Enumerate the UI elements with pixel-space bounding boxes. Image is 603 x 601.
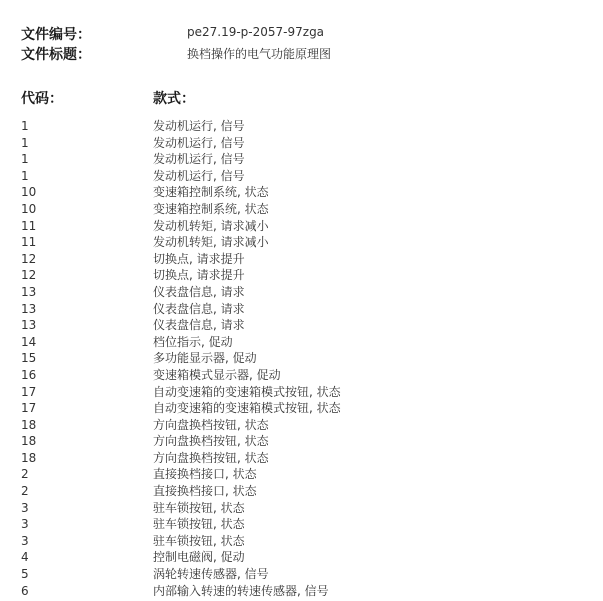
list-item bbox=[21, 267, 591, 284]
list-item bbox=[21, 251, 591, 268]
list-item bbox=[21, 549, 591, 566]
row-description: 方向盘换档按钮, 状态 bbox=[153, 434, 269, 449]
list-item bbox=[21, 135, 591, 152]
list-item bbox=[21, 201, 591, 218]
list-item bbox=[21, 234, 591, 251]
row-code: 17 bbox=[21, 384, 37, 399]
row-code: 14 bbox=[21, 334, 37, 349]
row-description: 内部输入转速的转速传感器, 信号 bbox=[153, 583, 329, 598]
list-item bbox=[21, 533, 591, 550]
list-item bbox=[21, 483, 591, 500]
row-code: 11 bbox=[21, 218, 37, 233]
row-description: 驻车锁按钮, 状态 bbox=[153, 500, 245, 515]
list-item bbox=[21, 400, 591, 417]
row-code: 2 bbox=[21, 467, 29, 482]
list-item bbox=[21, 301, 591, 318]
row-code: 2 bbox=[21, 484, 29, 499]
row-code: 13 bbox=[21, 284, 37, 299]
row-code: 13 bbox=[21, 301, 37, 316]
list-item bbox=[21, 433, 591, 450]
row-description: 变速箱模式显示器, 促动 bbox=[153, 367, 281, 382]
list-item bbox=[21, 284, 591, 301]
row-description: 直接换档接口, 状态 bbox=[153, 467, 257, 482]
row-description: 直接换档接口, 状态 bbox=[153, 484, 257, 499]
row-code: 1 bbox=[21, 119, 29, 133]
row-description: 自动变速箱的变速箱模式按钮, 状态 bbox=[153, 384, 341, 399]
row-code: 5 bbox=[21, 567, 29, 582]
row-description: 发动机运行, 信号 bbox=[153, 152, 245, 167]
list-item bbox=[21, 168, 591, 185]
row-code: 6 bbox=[21, 583, 29, 598]
row-description: 多功能显示器, 促动 bbox=[153, 351, 257, 366]
list-item bbox=[21, 566, 591, 583]
row-description: 方向盘换档按钮, 状态 bbox=[153, 417, 269, 432]
doc-number-label: 文件编号： bbox=[21, 27, 91, 43]
list-item bbox=[21, 184, 591, 201]
row-code: 10 bbox=[21, 185, 37, 200]
row-code: 1 bbox=[21, 152, 29, 167]
row-code: 3 bbox=[21, 517, 29, 532]
column-header-code: 代码： bbox=[21, 91, 63, 107]
list-item bbox=[21, 317, 591, 334]
row-description: 发动机转矩, 请求减小 bbox=[153, 235, 269, 250]
row-code: 15 bbox=[21, 351, 37, 366]
signal-list bbox=[21, 118, 591, 599]
row-code: 16 bbox=[21, 367, 37, 382]
row-code: 18 bbox=[21, 417, 37, 432]
row-code: 3 bbox=[21, 533, 29, 548]
row-code: 12 bbox=[21, 251, 37, 266]
row-code: 10 bbox=[21, 201, 37, 216]
list-item bbox=[21, 334, 591, 351]
doc-number-value: pe27.19-p-2057-97zga bbox=[187, 25, 325, 39]
row-description: 变速箱控制系统, 状态 bbox=[153, 185, 269, 200]
row-description: 自动变速箱的变速箱模式按钮, 状态 bbox=[153, 401, 341, 416]
doc-number-row bbox=[21, 24, 591, 42]
list-item bbox=[21, 583, 591, 600]
doc-title-row bbox=[21, 44, 591, 62]
list-item bbox=[21, 350, 591, 367]
doc-title-value: 换档操作的电气功能原理图 bbox=[187, 47, 332, 61]
row-code: 1 bbox=[21, 135, 29, 150]
row-code: 1 bbox=[21, 168, 29, 183]
row-code: 18 bbox=[21, 450, 37, 465]
list-item bbox=[21, 151, 591, 168]
row-description: 方向盘换档按钮, 状态 bbox=[153, 450, 269, 465]
row-description: 发动机运行, 信号 bbox=[153, 135, 245, 150]
row-code: 11 bbox=[21, 235, 37, 250]
column-header-style: 款式： bbox=[153, 91, 195, 107]
row-code: 3 bbox=[21, 500, 29, 515]
row-description: 切换点, 请求提升 bbox=[153, 251, 245, 266]
row-description: 发动机转矩, 请求减小 bbox=[153, 218, 269, 233]
list-item bbox=[21, 516, 591, 533]
row-description: 控制电磁阀, 促动 bbox=[153, 550, 245, 565]
row-description: 仪表盘信息, 请求 bbox=[153, 301, 245, 316]
row-description: 发动机运行, 信号 bbox=[153, 168, 245, 183]
row-description: 仪表盘信息, 请求 bbox=[153, 284, 245, 299]
row-description: 切换点, 请求提升 bbox=[153, 268, 245, 283]
list-item bbox=[21, 118, 591, 135]
row-description: 发动机运行, 信号 bbox=[153, 119, 245, 133]
list-item bbox=[21, 218, 591, 235]
list-item bbox=[21, 384, 591, 401]
row-code: 12 bbox=[21, 268, 37, 283]
row-description: 仪表盘信息, 请求 bbox=[153, 318, 245, 333]
row-code: 13 bbox=[21, 318, 37, 333]
row-code: 18 bbox=[21, 434, 37, 449]
row-description: 驻车锁按钮, 状态 bbox=[153, 533, 245, 548]
doc-title-label: 文件标题： bbox=[21, 47, 91, 63]
list-item bbox=[21, 466, 591, 483]
list-item bbox=[21, 500, 591, 517]
row-code: 4 bbox=[21, 550, 29, 565]
row-description: 变速箱控制系统, 状态 bbox=[153, 201, 269, 216]
list-item bbox=[21, 450, 591, 467]
row-code: 17 bbox=[21, 401, 37, 416]
list-item bbox=[21, 367, 591, 384]
row-description: 档位指示, 促动 bbox=[153, 334, 233, 349]
row-description: 涡轮转速传感器, 信号 bbox=[153, 567, 269, 582]
row-description: 驻车锁按钮, 状态 bbox=[153, 517, 245, 532]
list-item bbox=[21, 417, 591, 434]
